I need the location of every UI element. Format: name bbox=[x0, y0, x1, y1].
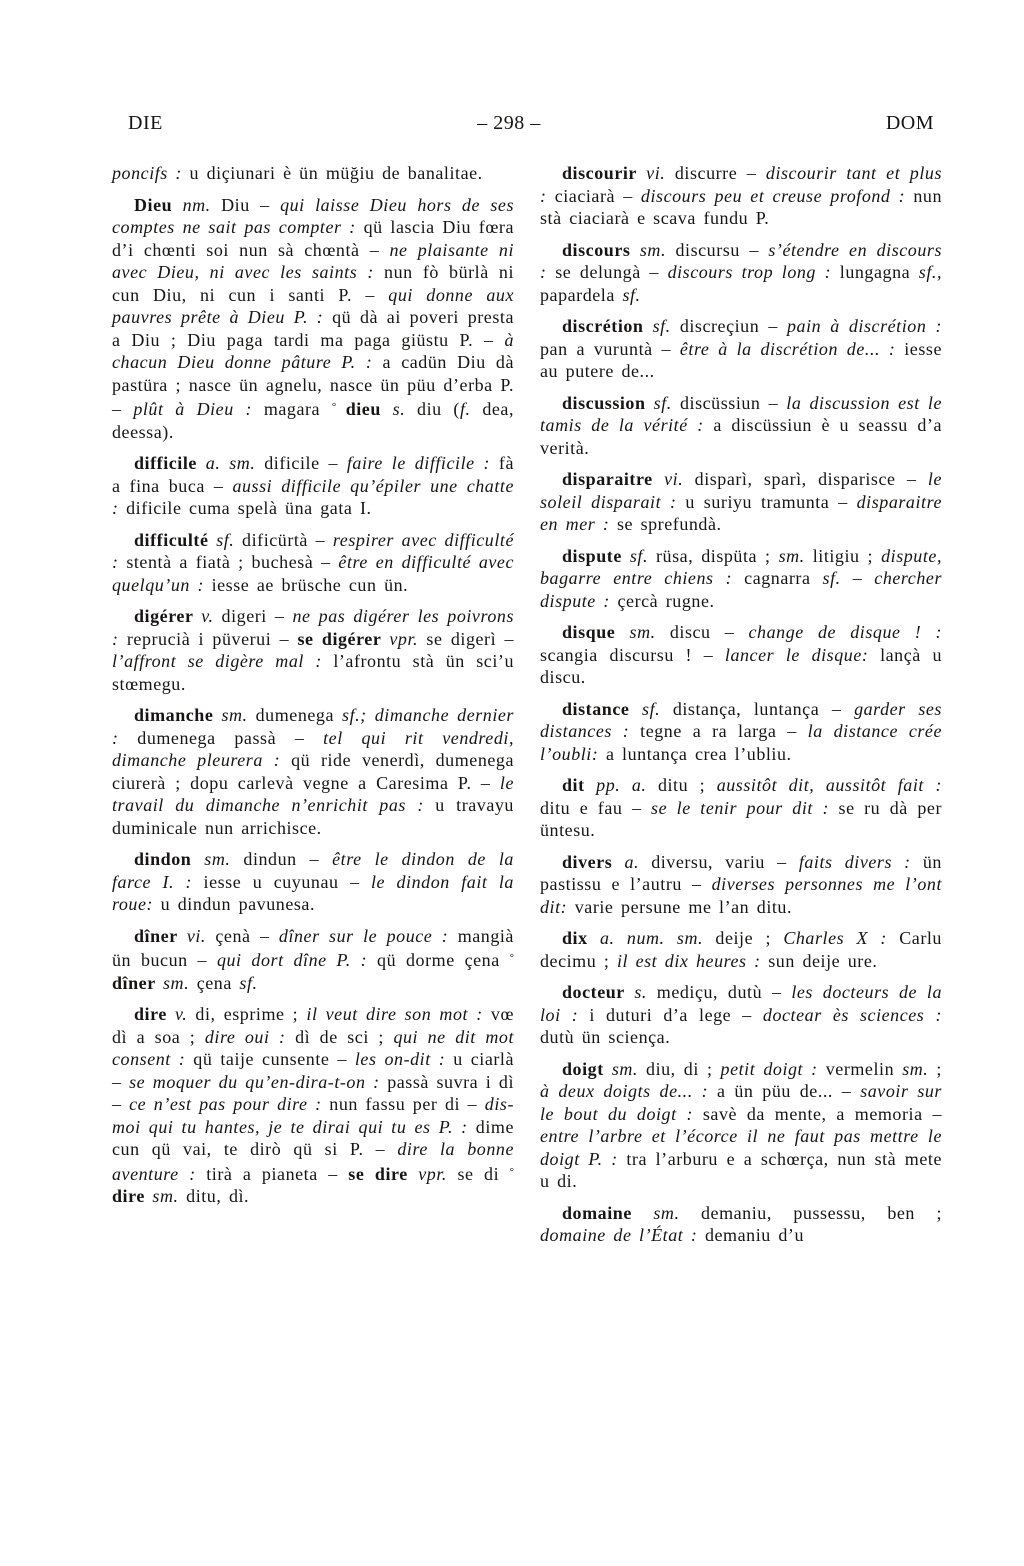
entry-distance bbox=[540, 698, 942, 766]
entry-text: savoir sur le bout du doigt : bbox=[540, 1081, 942, 1124]
entry-text: savè da mente, a memoria – bbox=[702, 1103, 942, 1124]
entry-text: ün pastissu e l’autru – bbox=[540, 851, 942, 894]
entry-text: qü dorme çena bbox=[377, 950, 510, 970]
headword: Dieu bbox=[134, 194, 183, 215]
headword: dix bbox=[562, 928, 600, 948]
entry-text: il est dix heures : bbox=[616, 950, 769, 971]
entry-text: dindun – bbox=[243, 849, 333, 869]
entry-text: ° bbox=[509, 1165, 515, 1178]
entry-text: se ru dà per üntesu. bbox=[540, 797, 943, 840]
headword: discussion bbox=[562, 392, 654, 413]
entry-text: litigiu ; bbox=[812, 545, 882, 566]
entry-text: vpr. bbox=[389, 628, 427, 649]
entry-text: nun fò bürlà ni cun Diu, ni cun i santi P. – bbox=[112, 262, 514, 305]
entry-text: scangia discursu ! – bbox=[540, 644, 725, 665]
entry-text: pp. a. bbox=[596, 775, 658, 795]
entry-dimanche bbox=[112, 704, 514, 839]
entry-text: sm. bbox=[221, 705, 256, 725]
entry-diner bbox=[112, 925, 514, 995]
entry-text: di, esprime ; bbox=[195, 1004, 307, 1024]
entry-text: l’affront se digère mal : bbox=[112, 651, 334, 671]
entry-text: dificile – bbox=[264, 453, 347, 473]
entry-text: stentà a fiatà ; buchesà – bbox=[126, 552, 339, 572]
entry-text: dì de sci ; bbox=[295, 1026, 394, 1047]
entry-text: papardela bbox=[540, 284, 623, 305]
entry-text: a discüssiun è u seassu d’a verità. bbox=[540, 415, 943, 458]
entry-text: iesse ae brüsche cun ün. bbox=[211, 574, 409, 595]
headword: dîner bbox=[112, 972, 163, 993]
entry-text: a ün püu de... – bbox=[716, 1081, 861, 1101]
page-number: – 298 – bbox=[477, 112, 541, 134]
entry-text: discourir tant et plus : bbox=[540, 163, 943, 206]
entry-text: lançà u discu. bbox=[540, 644, 942, 687]
entry-text: les docteurs de la loi : bbox=[540, 982, 943, 1025]
entry-text: a. bbox=[624, 851, 652, 872]
column-left bbox=[112, 162, 514, 1256]
entry-text: qü lascia Diu fœra d’i chœnti soi nun sà chœntà – bbox=[112, 217, 514, 260]
entry-difficile bbox=[112, 452, 514, 520]
entry-text: a. sm. bbox=[205, 453, 265, 473]
entry-disque bbox=[540, 621, 942, 689]
entry-text: tel qui rit vendredi, dimanche pleurera : bbox=[112, 727, 515, 770]
entry-text: disparaitre en mer : bbox=[540, 491, 942, 534]
entry-text: digeri – bbox=[221, 606, 293, 626]
entry-text: qü ride venerdì, dumenega ciurerà ; dopu carlevà vegne a Caresima P. – bbox=[112, 750, 514, 793]
entry-text: entre l’arbre et l’écorce il ne faut pas mettre le doigt P. : bbox=[540, 1126, 942, 1169]
entry-discours bbox=[540, 239, 942, 307]
entry-text: se delungà – bbox=[555, 262, 668, 282]
entry-text: ditu, dì. bbox=[186, 1186, 250, 1206]
entry-text: discu – bbox=[669, 622, 749, 642]
entry-text: s’étendre en discours : bbox=[540, 239, 942, 282]
entry-text: dire oui : bbox=[204, 1026, 296, 1047]
entry-text: ° bbox=[331, 401, 346, 413]
headword: se dire bbox=[348, 1163, 419, 1184]
entry-text: aussitôt dit, aussitôt fait : bbox=[716, 775, 942, 795]
entry-text: rüsa, dispüta ; bbox=[656, 545, 779, 566]
entry-text: u dindun pavunesa. bbox=[160, 894, 315, 914]
headword: difficile bbox=[134, 453, 206, 473]
entry-text: – bbox=[852, 568, 875, 588]
entry-text: sf. bbox=[622, 284, 641, 305]
entry-domaine bbox=[540, 1202, 942, 1247]
entry-text: tra l’arburu e a schœrça, nun stà mete u di. bbox=[540, 1148, 942, 1191]
entry-text: s. bbox=[392, 399, 418, 419]
entry-text: çena bbox=[196, 972, 240, 993]
entry-text: à chacun Dieu donne pâture P. : bbox=[112, 329, 514, 372]
guideword-right: DOM bbox=[885, 112, 935, 134]
text-columns bbox=[112, 162, 942, 1256]
entry-text: sf.; dimanche dernier : bbox=[112, 705, 514, 748]
headword: dieu bbox=[345, 399, 393, 419]
entry-dit bbox=[540, 774, 942, 842]
entry-text: a luntança crea l’ubliu. bbox=[605, 743, 792, 764]
entry-text: discreçiun – bbox=[679, 316, 787, 336]
headword: discrétion bbox=[562, 316, 653, 336]
headword: distance bbox=[562, 698, 643, 719]
entry-text: chercher dispute : bbox=[540, 568, 942, 611]
entry-text: se moquer du qu’en-dira-t-on : bbox=[129, 1071, 388, 1092]
entry-text: magara bbox=[263, 399, 332, 419]
entry-text: nun stà ciaciarà e scava fundu P. bbox=[540, 185, 942, 228]
entry-text: dutù ün sciença. bbox=[540, 1027, 671, 1047]
headword: dit bbox=[562, 775, 597, 795]
headword: disparaitre bbox=[562, 469, 665, 489]
headword: dispute bbox=[562, 545, 630, 566]
entry-text: v. bbox=[175, 1004, 196, 1024]
entry-text: diu, di ; bbox=[646, 1058, 721, 1079]
entry-text: f. bbox=[459, 399, 483, 419]
headword: discourir bbox=[562, 163, 647, 183]
entry-text: être le dindon de la farce I. : bbox=[112, 849, 514, 892]
entry-text: dire la bonne aventure : bbox=[112, 1139, 514, 1184]
entry-text: qui ne dit mot consent : bbox=[112, 1026, 514, 1069]
headword: dimanche bbox=[134, 705, 222, 725]
entry-text: la discussion est le tamis de la vérité : bbox=[540, 392, 943, 435]
entry-text: diversu, variu – bbox=[651, 851, 799, 872]
entry-text: tirà a pianeta – bbox=[206, 1163, 349, 1184]
entry-text: qü dà ai poveri presta a Diu ; Diu paga tardi ma paga giüstu P. – bbox=[112, 307, 514, 350]
entry-text: vpr. bbox=[418, 1163, 458, 1184]
entry-text: ce n’est pas pour dire : bbox=[129, 1094, 330, 1114]
entry-text: à deux doigts de... : bbox=[540, 1081, 717, 1101]
entry-text: u ciarlà – bbox=[112, 1049, 515, 1092]
entry-text: dispute, bagarre entre chiens : bbox=[540, 545, 942, 588]
entry-text: se di bbox=[457, 1163, 510, 1184]
entry-text: dime cun qü vai, te dirò qü si P. – bbox=[112, 1116, 514, 1159]
entry-text: demaniu, pussessu, ben ; bbox=[701, 1202, 942, 1223]
entry-text: ditu e fau – bbox=[540, 797, 652, 818]
entry-text: dumenega passà – bbox=[137, 727, 324, 748]
entry-text: discursu – bbox=[675, 239, 769, 260]
entry-text: il veut dire son mot : bbox=[306, 1004, 491, 1024]
entry-text: discurre – bbox=[674, 163, 766, 183]
entry-text: sf. bbox=[653, 392, 680, 413]
headword: se digérer bbox=[297, 628, 390, 649]
entry-text: qui dort dîne P. : bbox=[216, 950, 378, 970]
entry-text: lancer le disque: bbox=[724, 644, 881, 665]
entry-text: le soleil disparait : bbox=[540, 469, 942, 512]
entry-discussion bbox=[540, 392, 942, 460]
entry-text: i duturi d’a lege – bbox=[589, 1004, 763, 1025]
headword: difficulté bbox=[134, 529, 217, 550]
entry-text: mangià ün bucun – bbox=[112, 925, 514, 970]
entry-text: sf., bbox=[918, 262, 943, 282]
entry-text: respirer avec difficulté : bbox=[112, 529, 514, 572]
running-head bbox=[112, 110, 942, 136]
entry-dix bbox=[540, 927, 942, 972]
entry-text: sf. bbox=[822, 568, 853, 588]
entry-text: distança, luntança – bbox=[672, 698, 855, 719]
headword: domaine bbox=[562, 1202, 654, 1223]
entry-text: ne pas digérer les poivrons : bbox=[112, 606, 515, 649]
entry-text: passà suvra i dì – bbox=[112, 1071, 514, 1114]
entry-text: dumenega bbox=[255, 705, 343, 725]
entry-text: se sprefundà. bbox=[616, 514, 722, 534]
entry-digerer bbox=[112, 605, 514, 695]
entry-text: se digerì – bbox=[426, 628, 514, 649]
entry-text: demaniu d’u bbox=[704, 1225, 804, 1245]
entry-text: reprucià i püverui – bbox=[126, 628, 298, 649]
entry-text: sm. bbox=[162, 972, 197, 993]
entry-text: çenà – bbox=[215, 925, 279, 946]
entry-text: doctear ès sciences : bbox=[762, 1004, 942, 1025]
entry-text: qui donne aux pauvres prête à Dieu P. : bbox=[112, 284, 514, 327]
entry-text: garder ses distances : bbox=[540, 698, 942, 741]
entry-text: u diçiunari è ün müğiu de banalitae. bbox=[189, 163, 483, 183]
entry-text: s. bbox=[634, 982, 657, 1002]
entry-text: sm. bbox=[152, 1186, 187, 1206]
entry-text: se le tenir pour dit : bbox=[651, 797, 839, 818]
entry-dispute bbox=[540, 545, 942, 613]
entry-text: disparì, sparì, disparisce – bbox=[694, 469, 928, 489]
column-right bbox=[540, 162, 942, 1256]
headword: divers bbox=[562, 851, 625, 872]
entry-text: sm. bbox=[902, 1058, 937, 1079]
entry-text: l’afrontu stà ün sci’u stœmegu. bbox=[112, 651, 514, 694]
entry-text: dificürtà – bbox=[242, 529, 333, 550]
entry-text: sm. bbox=[611, 1058, 647, 1079]
entry-text: petit doigt : bbox=[720, 1058, 826, 1079]
entry-dire bbox=[112, 1003, 514, 1208]
entry-docteur bbox=[540, 981, 942, 1049]
entry-text: varie persune me l’an ditu. bbox=[574, 896, 793, 917]
headword: digérer bbox=[134, 606, 202, 626]
entry-text: v. bbox=[201, 606, 222, 626]
entry-text: qü taije cunsente – bbox=[193, 1049, 355, 1069]
entry-disparaitre bbox=[540, 468, 942, 536]
entry-text: sm. bbox=[639, 239, 676, 260]
entry-text: faits divers : bbox=[798, 851, 923, 872]
entry-dindon bbox=[112, 848, 514, 916]
entry-text: cagnarra bbox=[744, 568, 823, 588]
entry-text: u suriyu tramunta – bbox=[685, 491, 857, 512]
page-content bbox=[112, 110, 942, 1256]
entry-text: dea, deessa). bbox=[112, 399, 515, 442]
entry-text: plût à Dieu : bbox=[133, 399, 264, 419]
entry-text: sf. bbox=[216, 529, 243, 550]
entry-text: ; bbox=[936, 1058, 942, 1079]
headword: dîner bbox=[134, 925, 187, 946]
headword: discours bbox=[562, 239, 640, 260]
entry-text: faire le difficile : bbox=[346, 453, 499, 473]
entry-text: a cadün Diu dà pastüra ; nasce ün agnelu, nasce ün püu d’erba P. – bbox=[112, 352, 514, 419]
entry-doigt bbox=[540, 1058, 942, 1193]
entry-text: diverses personnes me l’ont dit: bbox=[540, 874, 943, 917]
entry-text: Diu – bbox=[221, 194, 281, 215]
entry-text: domaine de l’État : bbox=[540, 1225, 705, 1245]
entry-text: vermelin bbox=[825, 1058, 903, 1079]
entry-text: aussi difficile qu’épiler une chatte : bbox=[112, 475, 514, 518]
entry-text: sf. bbox=[629, 545, 656, 566]
headword: doigt bbox=[562, 1058, 612, 1079]
entry-text: çercà rugne. bbox=[617, 590, 715, 611]
entry-text: les on-dit : bbox=[354, 1049, 454, 1069]
entry-text: u travayu duminicale nun arrichisce. bbox=[112, 795, 514, 838]
entry-text: ciaciarà – bbox=[554, 185, 641, 206]
entry-text: diu ( bbox=[417, 399, 460, 419]
headword: dire bbox=[112, 1186, 153, 1206]
entry-text: discüssiun – bbox=[679, 392, 787, 413]
entry-text: sun deije ure. bbox=[768, 950, 878, 971]
entry-text: discours peu et creuse profond : bbox=[640, 185, 914, 206]
entry-text: être en difficulté avec quelqu’un : bbox=[112, 552, 514, 595]
entry-text: iesse au putere de... bbox=[540, 338, 942, 381]
entry-text: qui laisse Dieu hors de ses comptes ne sait pas compter : bbox=[112, 194, 515, 237]
guideword-left: DIE bbox=[128, 112, 163, 134]
entry-text: Carlu decimu ; bbox=[540, 928, 942, 971]
entry-text: dis-moi qui tu hantes, je te dirai qui tu es P. : bbox=[112, 1094, 514, 1137]
entry-text: pain à discrétion : bbox=[786, 316, 942, 336]
entry-text: sf. bbox=[652, 316, 680, 336]
entry-text: iesse u cuyunau – bbox=[203, 871, 371, 892]
entry-text: discours trop long : bbox=[667, 262, 840, 282]
entry-text: nm. bbox=[182, 194, 222, 215]
entry-text: sm. bbox=[778, 545, 813, 566]
entry-text: sm. bbox=[629, 622, 670, 642]
entry-text: fà a fina buca – bbox=[112, 453, 514, 496]
entry-text: ne plaisante ni avec Dieu, ni avec les saints : bbox=[112, 239, 514, 282]
entry-text: a. num. sm. bbox=[599, 928, 716, 948]
entry-poncifs-continuation bbox=[112, 162, 514, 185]
entry-text: sf. bbox=[642, 698, 673, 719]
entry-text: le dindon fait la roue: bbox=[112, 871, 514, 914]
entry-text: sm. bbox=[653, 1202, 701, 1223]
entry-discretion bbox=[540, 315, 942, 383]
entry-text: être à la discrétion de... : bbox=[679, 338, 905, 359]
entry-text: la distance crée l’oubli: bbox=[540, 721, 942, 764]
entry-text: ° bbox=[509, 952, 514, 964]
entry-text: vi. bbox=[646, 163, 675, 183]
entry-text: change de disque ! : bbox=[748, 622, 942, 642]
entry-text: tegne a ra larga – bbox=[640, 721, 808, 741]
entry-text: pan a vuruntà – bbox=[540, 338, 680, 359]
entry-text: deije ; bbox=[715, 928, 784, 948]
entry-text: vœ dì a soa ; bbox=[112, 1004, 515, 1047]
entry-text: lungagna bbox=[839, 262, 919, 282]
entry-text: le travail du dimanche n’enrichit pas : bbox=[112, 772, 514, 815]
entry-text: vi. bbox=[186, 925, 216, 946]
entry-text: vi. bbox=[664, 469, 695, 489]
entry-text: nun fassu per di – bbox=[329, 1094, 485, 1114]
entry-text: dificile cuma spelà üna gata I. bbox=[126, 498, 372, 518]
entry-text: ditu ; bbox=[657, 775, 717, 795]
entry-text: poncifs : bbox=[112, 163, 190, 183]
entry-divers bbox=[540, 851, 942, 919]
entry-text: dîner sur le pouce : bbox=[278, 925, 458, 946]
headword: docteur bbox=[562, 982, 635, 1002]
headword: disque bbox=[562, 622, 630, 642]
headword: dire bbox=[134, 1004, 176, 1024]
entry-discourir bbox=[540, 162, 942, 230]
entry-text: Charles X : bbox=[783, 928, 900, 948]
headword: dindon bbox=[134, 849, 205, 869]
entry-text: sf. bbox=[239, 972, 258, 993]
entry-difficulte bbox=[112, 529, 514, 597]
entry-dieu bbox=[112, 194, 514, 444]
entry-text: sm. bbox=[204, 849, 244, 869]
entry-text: mediçu, dutù – bbox=[656, 982, 792, 1002]
